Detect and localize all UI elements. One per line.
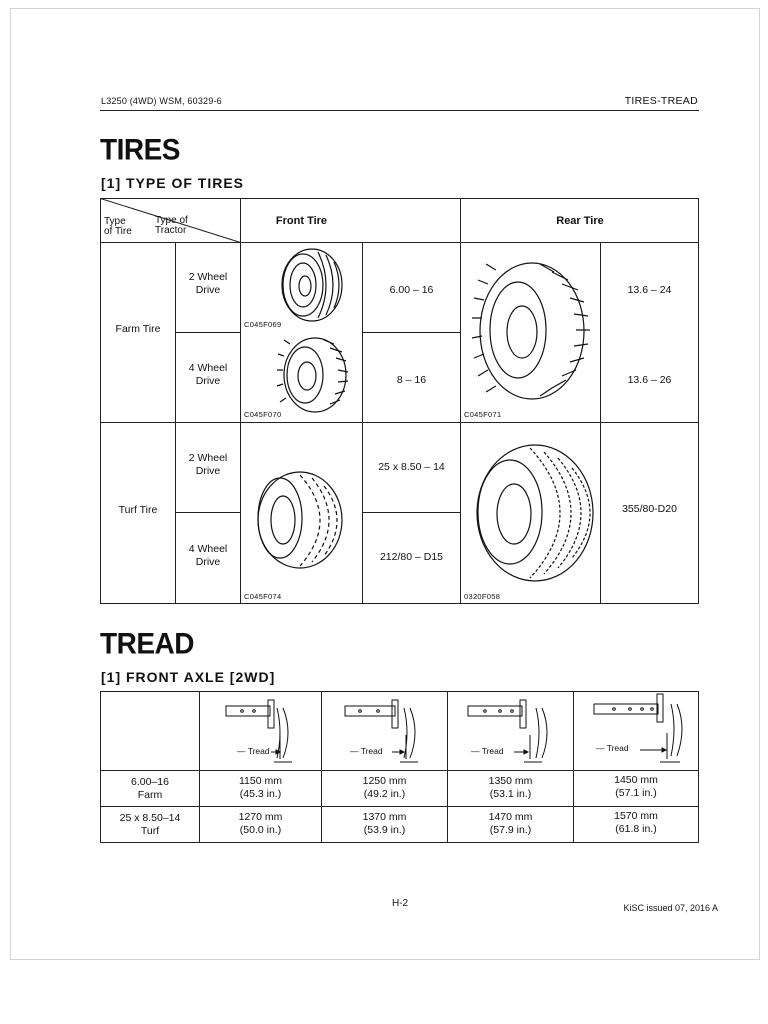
tread-farm-value-1: 1150 mm (45.3 in.) [239,775,282,800]
tread-row-label-farm: 6.00–16 Farm [131,776,169,801]
caption-turf-rear: 0320F058 [464,592,501,601]
row-label-farm-tire: Farm Tire [115,323,161,335]
caption-farm-rear: C045F071 [464,410,502,419]
tread-farm-value-3: 1350 mm (53.1 in.) [488,775,533,800]
caption-turf-front: C045F074 [244,592,282,601]
farm-2wd-rear-size: 13.6 – 24 [627,284,672,296]
issue-note: KiSC issued 07, 2016 A [623,903,718,913]
tires-subtitle: [1] TYPE OF TIRES [101,175,245,191]
tread-turf-value-1: 1270 mm (50.0 in.) [238,811,283,836]
corner-type-of-tire: Type of Tire [104,216,132,237]
tread-subtitle: [1] FRONT AXLE [2WD] [101,669,276,685]
tread-farm-value-4: 1450 mm (57.1 in.) [614,774,658,799]
turf-4wd-label: 4 Wheel Drive [188,543,228,568]
corner-type-of-tractor: Type of Tractor [155,215,188,236]
farm-2wd-front-size: 6.00 – 16 [389,284,434,296]
farm-4wd-front-size: 8 – 16 [396,374,427,386]
turf-rear-size: 355/80-D20 [622,503,677,515]
tires-title: TIRES [100,133,180,166]
caption-farm-2wd-front: C045F069 [244,320,282,329]
header-model: L3250 (4WD) WSM, 60329-6 [101,96,222,106]
tread-turf-value-2: 1370 mm (53.9 in.) [362,811,407,836]
col-header-rear-tire: Rear Tire [556,215,604,227]
tread-turf-value-4: 1570 mm (61.8 in.) [614,810,658,835]
turf-2wd-label: 2 Wheel Drive [188,452,228,477]
farm-4wd-label: 4 Wheel Drive [188,362,228,387]
tread-label-3: — Tread [471,746,504,756]
tread-row-label-turf: 25 x 8.50–14 Turf [119,812,181,837]
caption-farm-4wd-front: C045F070 [244,410,282,419]
turf-2wd-front-size: 25 x 8.50 – 14 [378,461,445,473]
tread-turf-value-3: 1470 mm (57.9 in.) [488,811,533,836]
tread-label-2: — Tread [350,746,383,756]
header-section: TIRES-TREAD [624,95,698,107]
row-label-turf-tire: Turf Tire [118,504,158,516]
tread-farm-value-2: 1250 mm (49.2 in.) [362,775,407,800]
tread-label-4: — Tread [596,743,629,753]
tread-label-1: — Tread [237,746,270,756]
col-header-front-tire: Front Tire [275,215,328,227]
page-number: H-2 [392,898,409,909]
tread-title: TREAD [100,627,194,660]
farm-4wd-rear-size: 13.6 – 26 [627,374,672,386]
turf-4wd-front-size: 212/80 – D15 [379,551,444,563]
farm-2wd-label: 2 Wheel Drive [188,271,228,296]
